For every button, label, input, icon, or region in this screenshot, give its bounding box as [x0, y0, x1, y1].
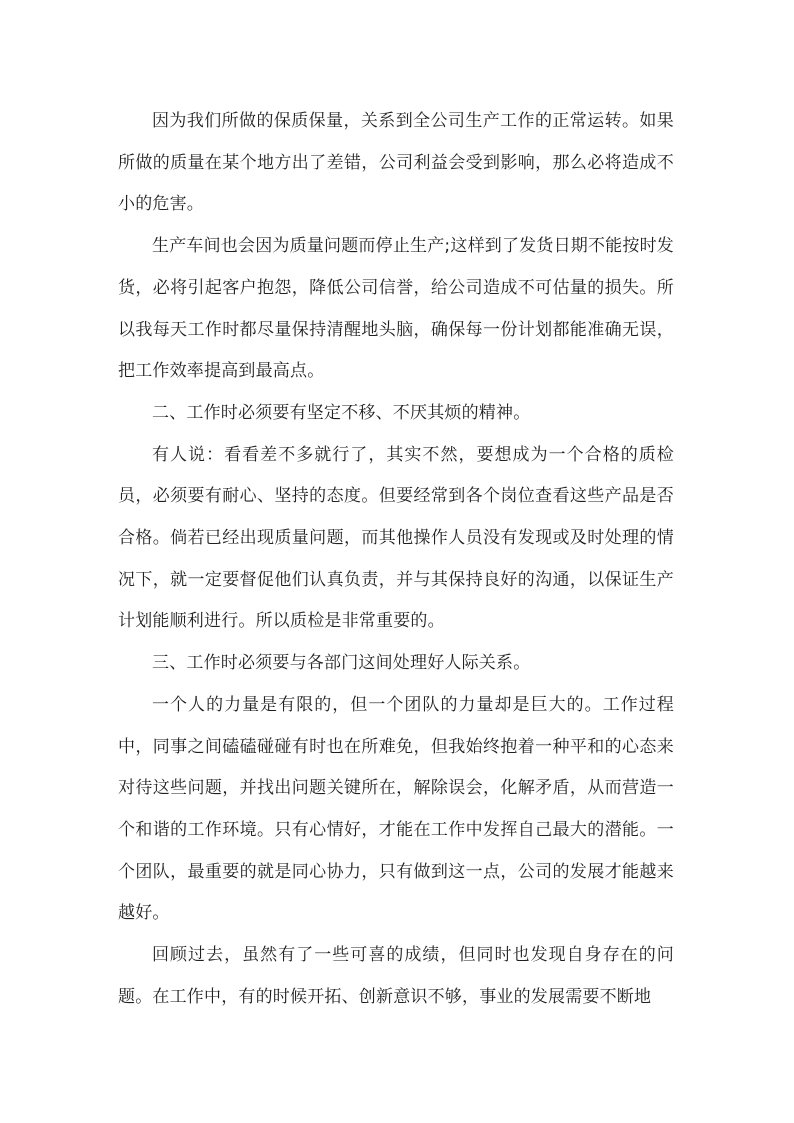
paragraph-5: 回顾过去，虽然有了一些可喜的成绩，但同时也发现自身存在的问题。在工作中，有的时候开拓、创新意识不够，事业的发展需要不断地 [118, 945, 674, 1007]
paragraph-3: 有人说：看看差不多就行了，其实不然，要想成为一个合格的质检员，必须要有耐心、坚持的态度。但要经常到各个岗位查看这些产品是否合格。倘若已经出现质量问题，而其他操作人员没有发现或及时处理的情况下，就一定要督促他们认真负责，并与其保持良好的沟通，以保证生产计划能顺利进行。所以质检是非常重要的。 [118, 444, 674, 632]
paragraph-4: 一个人的力量是有限的，但一个团队的力量却是巨大的。工作过程中，同事之间磕磕碰碰有时也在所难免，但我始终抱着一种平和的心态来对待这些问题，并找出问题关键所在，解除误会，化解矛盾，从而营造一个和谐的工作环境。只有心情好，才能在工作中发挥自己最大的潜能。一个团队，最重要的就是同心协力，只有做到这一点，公司的发展才能越来越好。 [118, 694, 674, 924]
document-body [118, 101, 674, 1018]
paragraph-1: 因为我们所做的保质保量，关系到全公司生产工作的正常运转。如果所做的质量在某个地方出了差错，公司利益会受到影响，那么必将造成不小的危害。 [118, 111, 674, 215]
section-heading-3: 三、工作时必须要与各部门这间处理好人际关系。 [152, 653, 531, 674]
paragraph-2: 生产车间也会因为质量问题而停止生产;这样到了发货日期不能按时发货，必将引起客户抱怨，降低公司信誉，给公司造成不可估量的损失。所以我每天工作时都尽量保持清醒地头脑，确保每一份计划都能准确无误，把工作效率提高到最高点。 [118, 236, 674, 382]
section-heading-2: 二、工作时必须要有坚定不移、不厌其烦的精神。 [152, 402, 531, 423]
